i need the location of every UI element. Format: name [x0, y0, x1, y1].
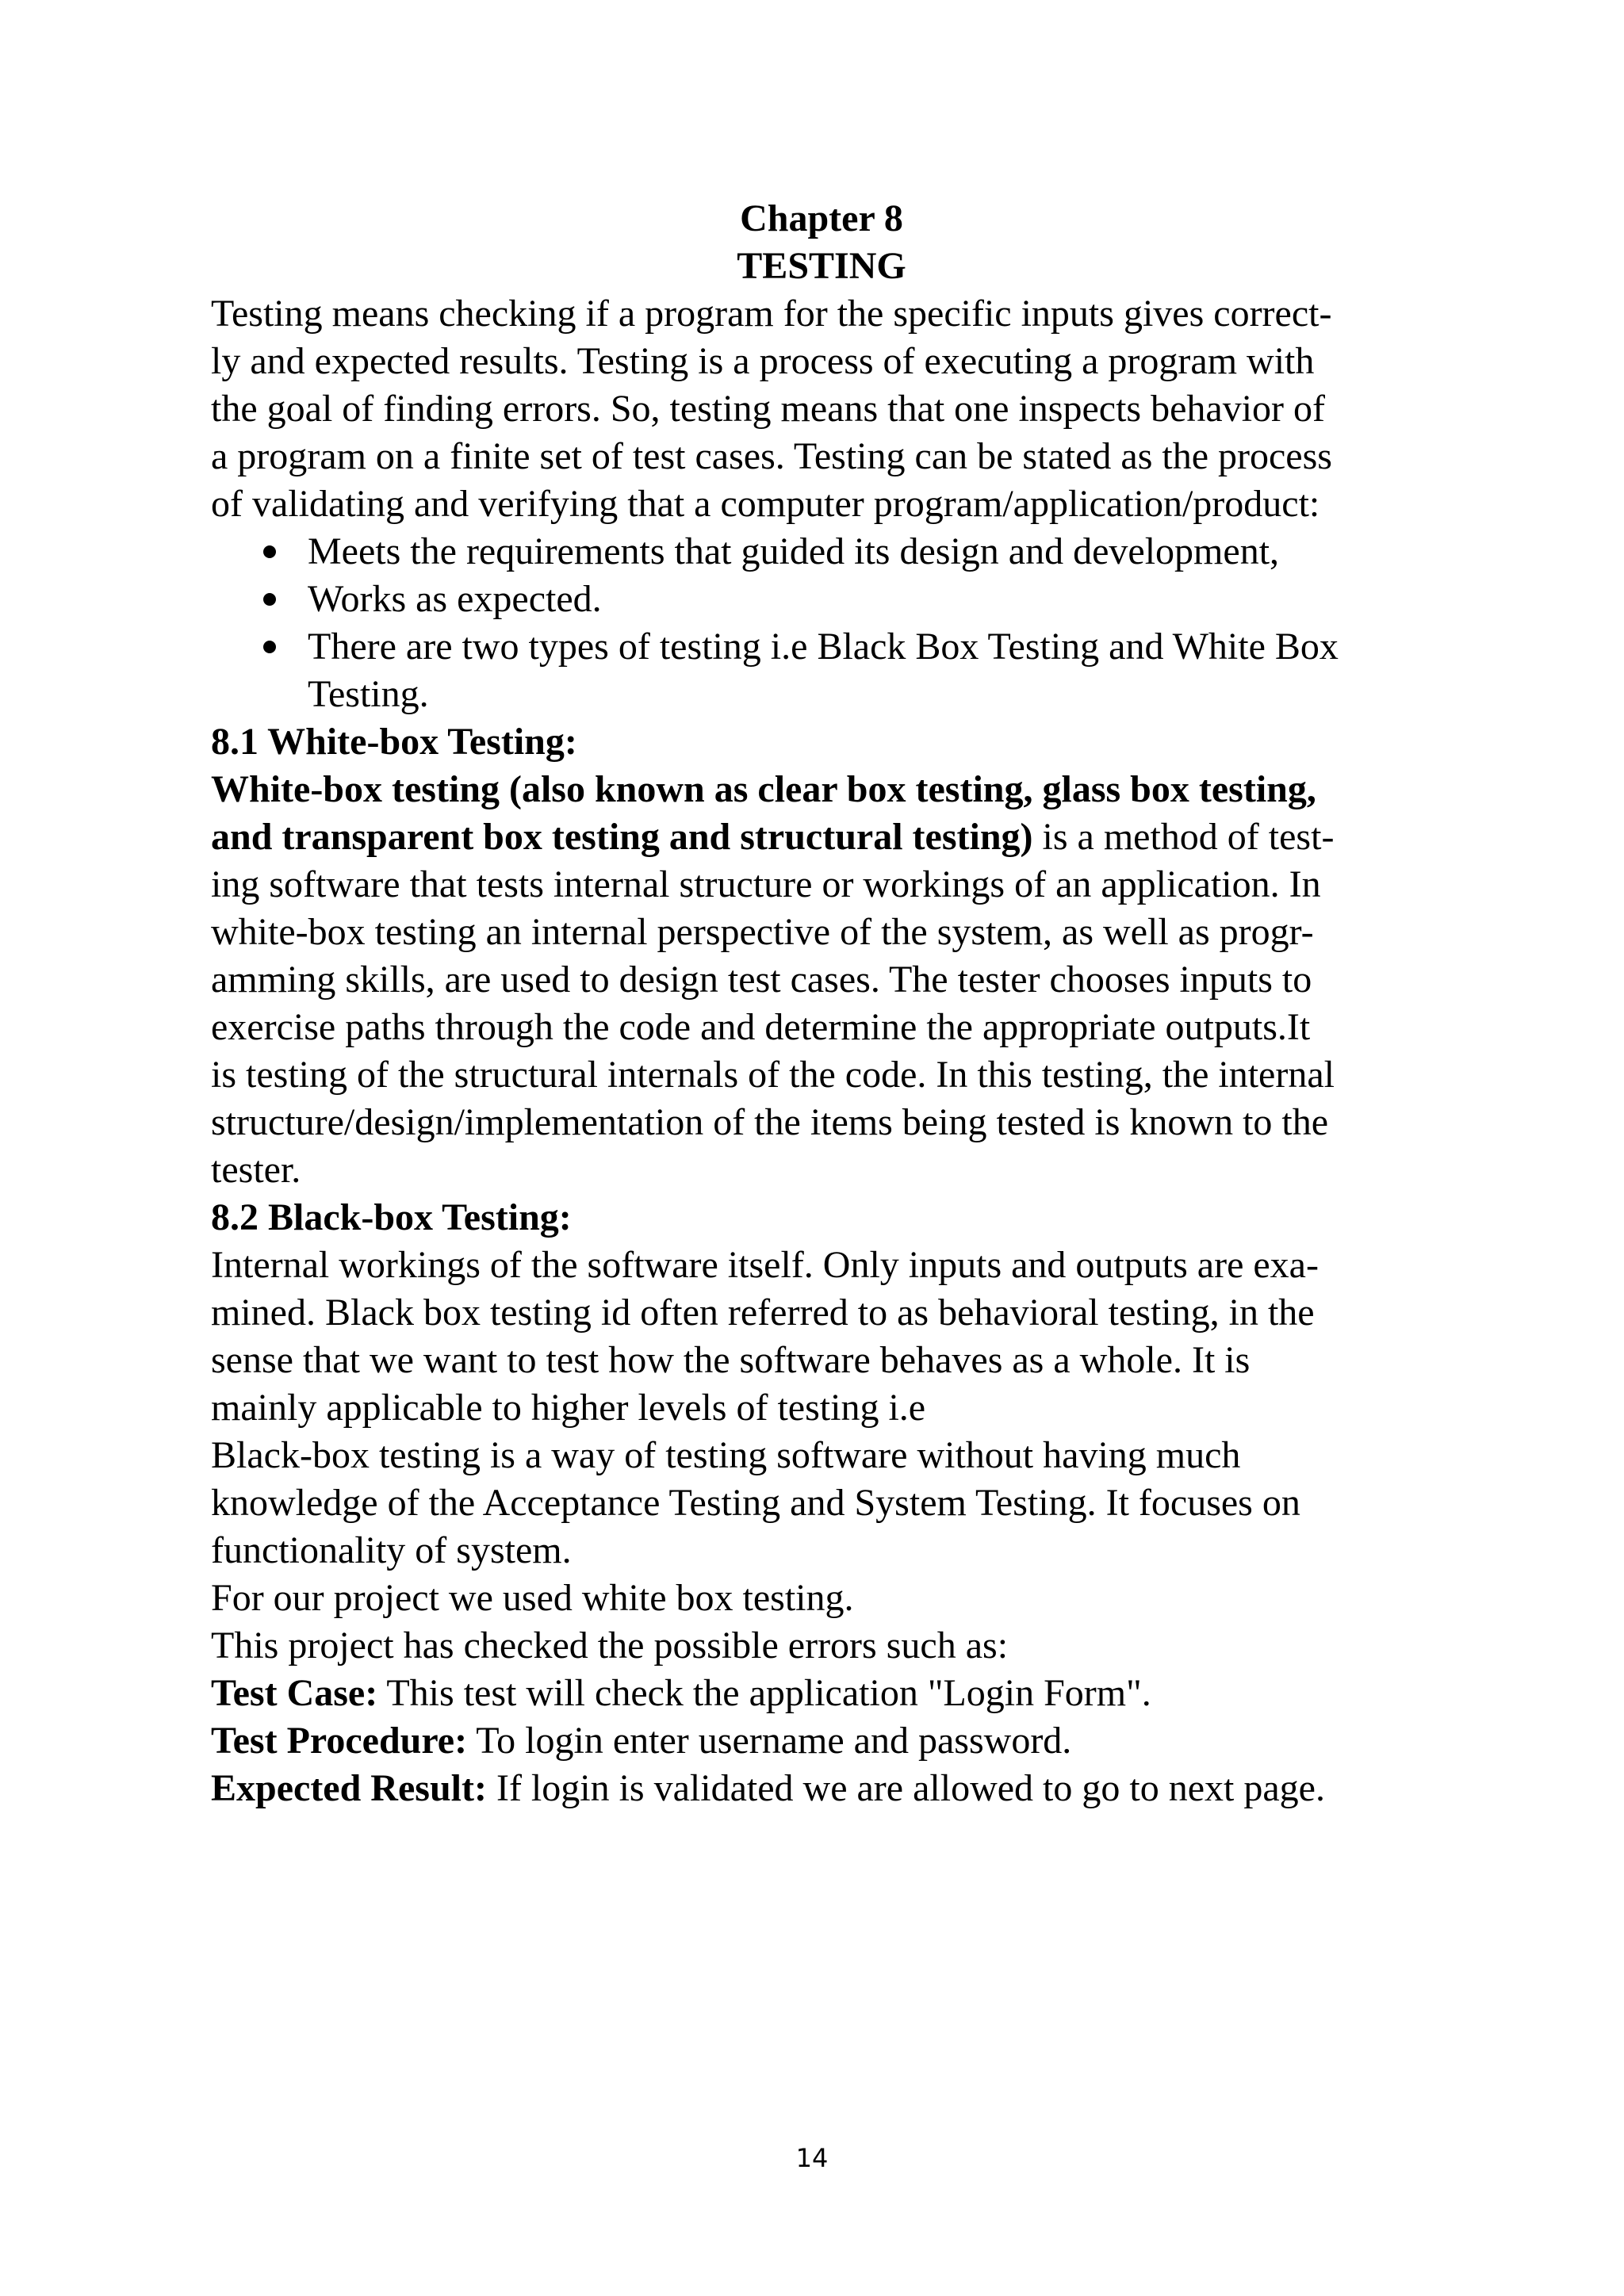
- chapter-label: Chapter 8: [740, 197, 903, 239]
- test-items: [211, 1670, 1432, 1812]
- list-item: [211, 623, 1432, 718]
- white-box-line: exercise paths through the code and determine the appropriate outputs.It: [211, 1006, 1311, 1048]
- chapter-title: TESTING: [737, 245, 906, 287]
- black-box-line: sense that we want to test how the software behaves as a whole. It is: [211, 1339, 1251, 1381]
- bullet-list: [211, 528, 1432, 718]
- test-case-text: This test will check the application "Login Form".: [377, 1672, 1151, 1714]
- white-box-line: is testing of the structural internals of the code. In this testing, the internal: [211, 1054, 1335, 1096]
- white-box-line: tester.: [211, 1149, 301, 1191]
- list-item: [211, 576, 1432, 623]
- list-item: [211, 528, 1432, 576]
- bullet-icon: [263, 641, 276, 653]
- page-content: [211, 195, 1432, 1812]
- test-case-label: Test Case:: [211, 1672, 378, 1714]
- intro-line: Testing means checking if a program for the specific inputs gives correct-: [211, 293, 1332, 335]
- expected-result-line: [211, 1765, 1432, 1812]
- bullet-icon: [263, 545, 276, 558]
- bullet-line: Meets the requirements that guided its design and development,: [308, 530, 1280, 572]
- intro-line: ly and expected results. Testing is a process of executing a program with: [211, 340, 1315, 382]
- white-box-line: structure/design/implementation of the items being tested is known to the: [211, 1101, 1329, 1143]
- bullet-line: Works as expected.: [308, 578, 602, 620]
- white-box-line: [211, 813, 1432, 861]
- page-number: 14: [795, 2143, 829, 2173]
- bullet-icon: [263, 593, 276, 606]
- test-procedure-text: To login enter username and password.: [467, 1720, 1072, 1762]
- test-case-line: [211, 1670, 1432, 1717]
- black-box-paragraph: [211, 1242, 1432, 1670]
- white-box-bold-phrase: and transparent box testing and structural testing): [211, 816, 1033, 858]
- black-box-line: This project has checked the possible errors such as:: [211, 1624, 1009, 1667]
- intro-line: of validating and verifying that a computer program/application/product:: [211, 483, 1320, 525]
- expected-result-label: Expected Result:: [211, 1767, 487, 1809]
- intro-line: the goal of finding errors. So, testing means that one inspects behavior of: [211, 388, 1326, 430]
- white-box-bold-line: White-box testing (also known as clear box testing, glass box testing,: [211, 768, 1316, 810]
- black-box-line: Black-box testing is a way of testing software without having much: [211, 1434, 1241, 1476]
- intro-line: a program on a finite set of test cases. Testing can be stated as the process: [211, 435, 1332, 477]
- black-box-line: mined. Black box testing id often referred to as behavioral testing, in the: [211, 1292, 1315, 1334]
- bullet-line: Testing.: [308, 673, 429, 715]
- black-box-line: Internal workings of the software itself. Only inputs and outputs are exa-: [211, 1244, 1319, 1286]
- white-box-line: ing software that tests internal structure or workings of an application. In: [211, 863, 1321, 905]
- white-box-line: white-box testing an internal perspective of the system, as well as progr-: [211, 911, 1314, 953]
- white-box-paragraph: [211, 766, 1432, 1194]
- black-box-line: mainly applicable to higher levels of testing i.e: [211, 1387, 926, 1429]
- black-box-line: functionality of system.: [211, 1529, 572, 1571]
- white-box-line-rest: is a method of test-: [1032, 816, 1335, 858]
- test-procedure-label: Test Procedure:: [211, 1720, 468, 1762]
- bullet-line: There are two types of testing i.e Black Box Testing and White Box: [308, 626, 1339, 668]
- intro-paragraph: [211, 290, 1432, 528]
- white-box-section-title: 8.1 White-box Testing:: [211, 721, 577, 763]
- black-box-line: For our project we used white box testing.: [211, 1577, 854, 1619]
- black-box-line: knowledge of the Acceptance Testing and System Testing. It focuses on: [211, 1482, 1300, 1524]
- black-box-section-title: 8.2 Black-box Testing:: [211, 1196, 572, 1238]
- expected-result-text: If login is validated we are allowed to go to next page.: [486, 1767, 1325, 1809]
- white-box-line: amming skills, are used to design test cases. The tester chooses inputs to: [211, 959, 1312, 1001]
- test-procedure-line: [211, 1717, 1432, 1765]
